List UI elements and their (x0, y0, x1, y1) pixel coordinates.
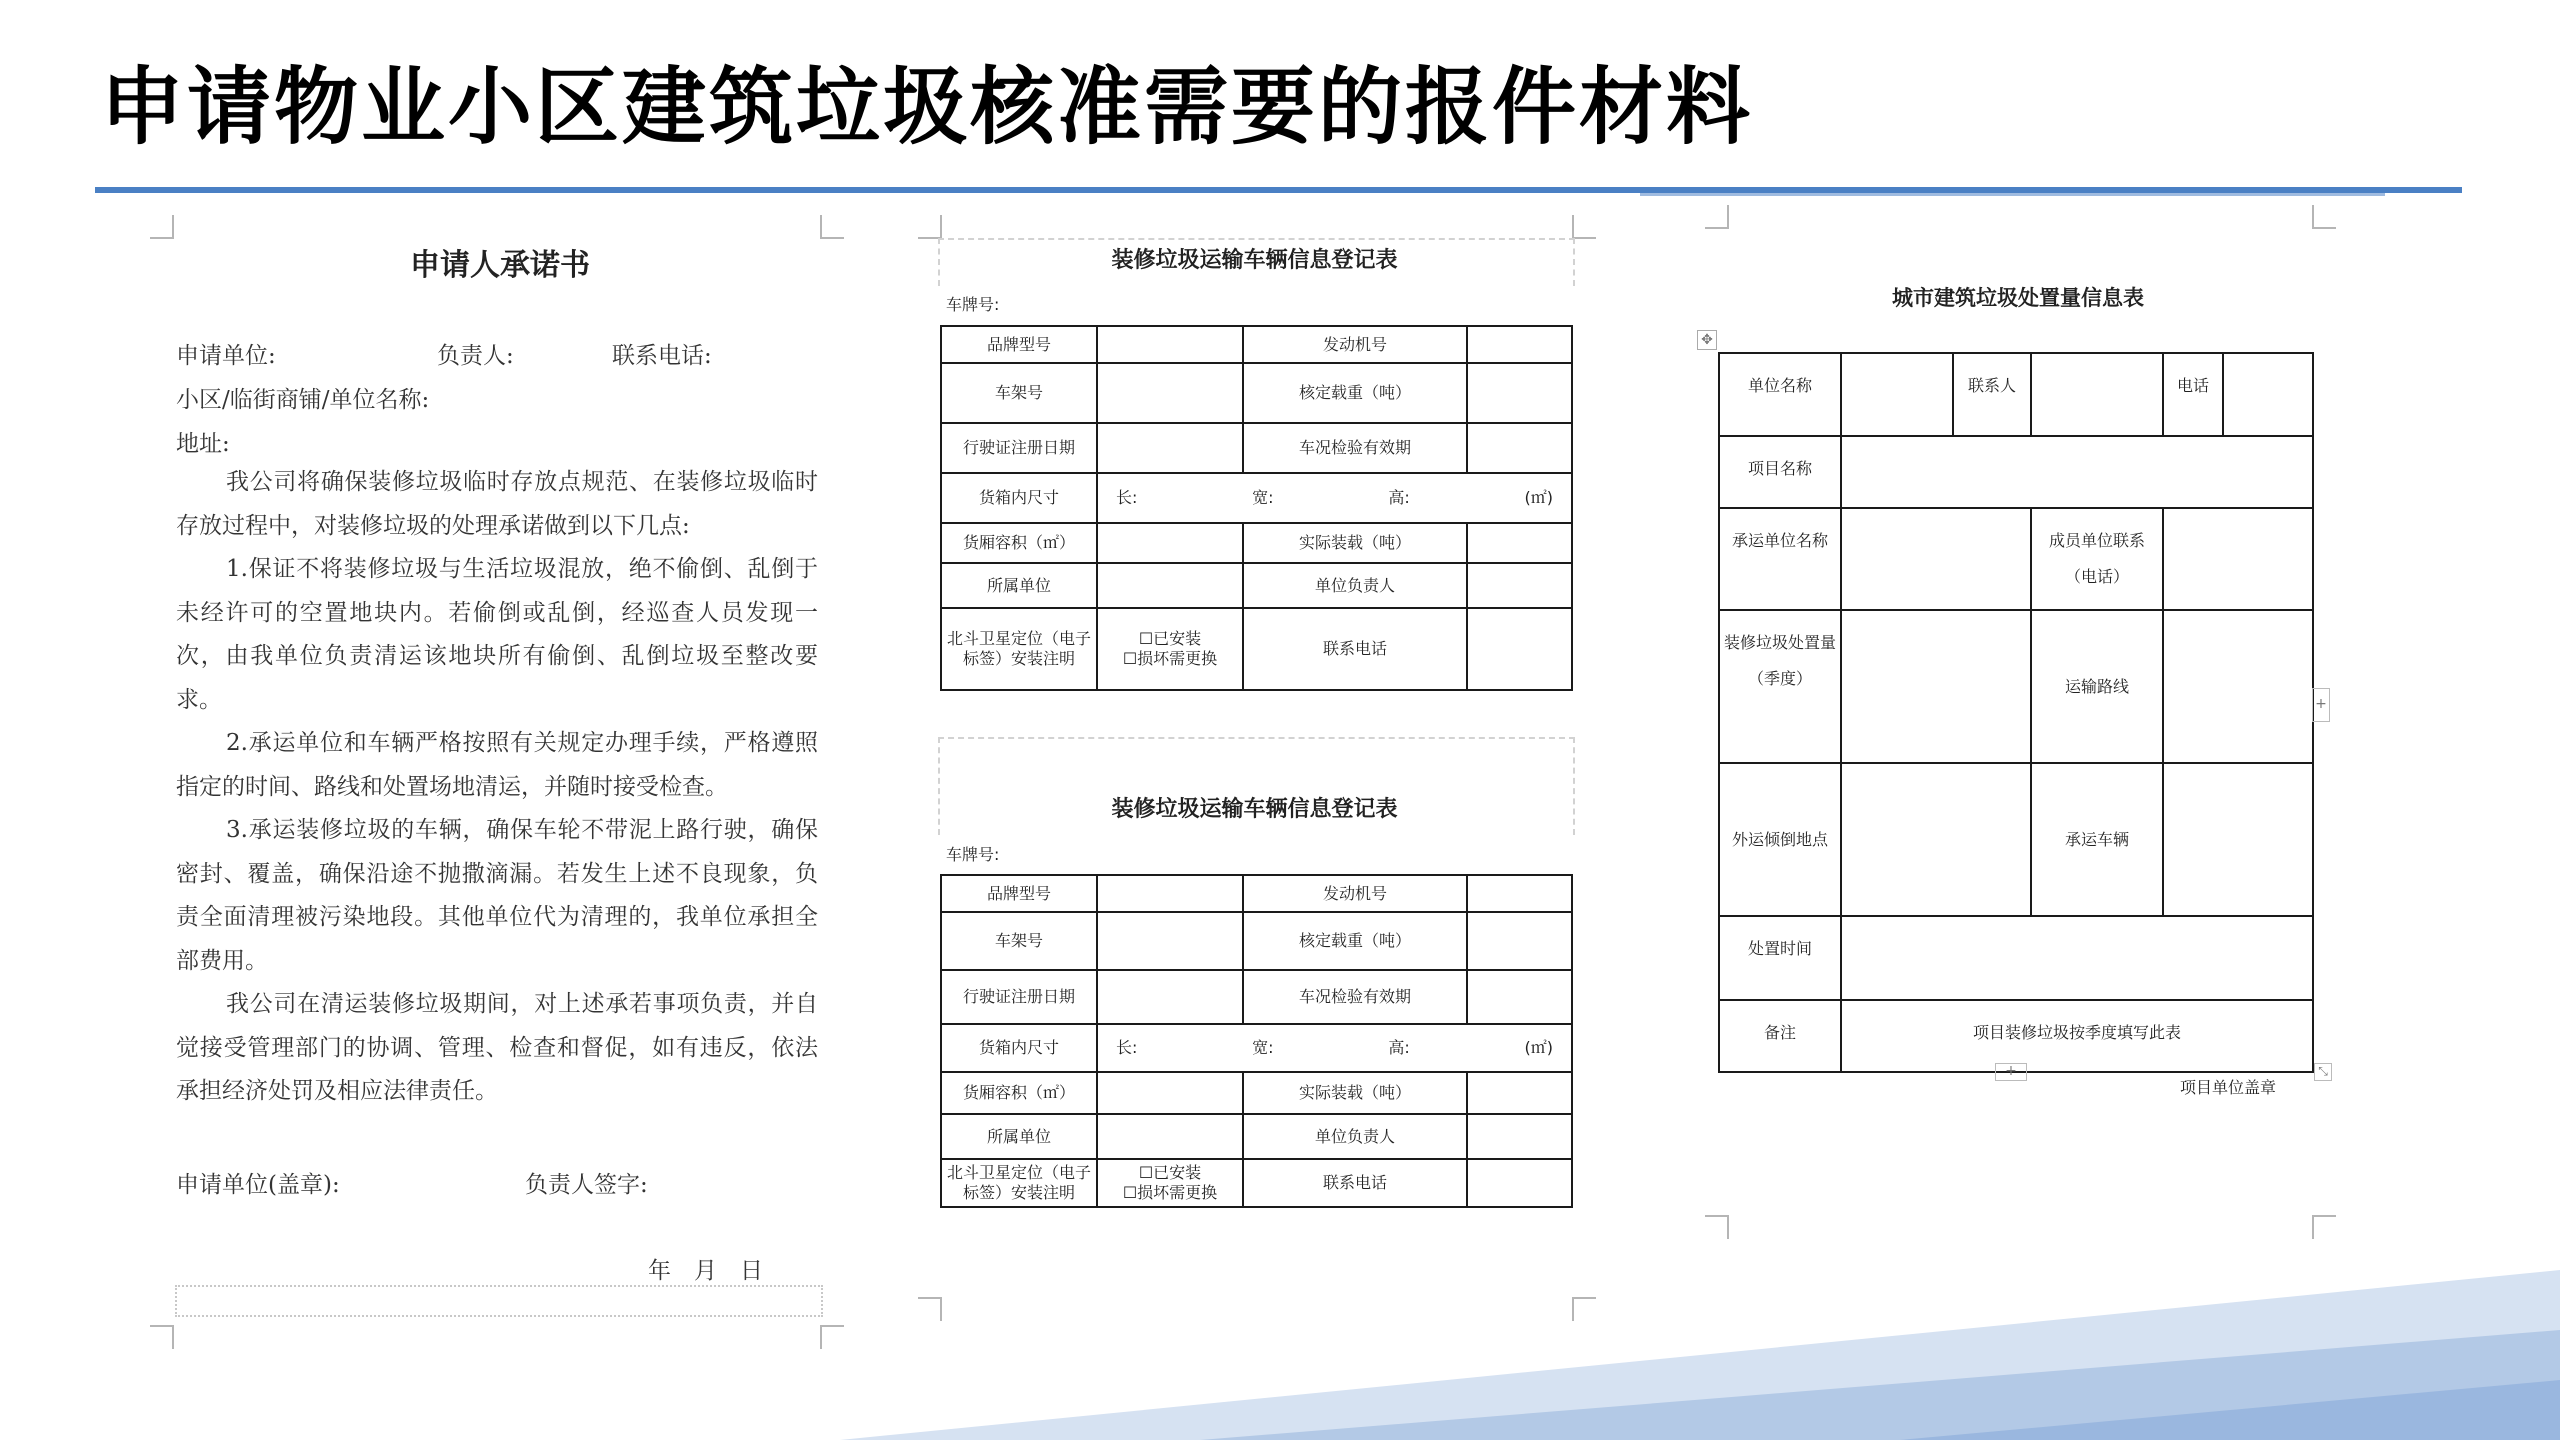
page-corner-mark (2312, 205, 2336, 229)
plate-label: 车牌号: (946, 845, 1000, 864)
unit-label: (㎡) (1524, 1038, 1553, 1057)
actual-load-label: 实际装载（吨） (1243, 1072, 1467, 1114)
signature-label: 负责人签字: (525, 1172, 648, 1198)
form-cell[interactable] (1467, 1159, 1572, 1207)
height-label: 高: (1388, 488, 1410, 507)
license-date-label: 行驶证注册日期 (941, 970, 1097, 1024)
form-cell[interactable] (1467, 875, 1572, 912)
license-date-label: 行驶证注册日期 (941, 423, 1097, 473)
box-size-cell[interactable] (1097, 1024, 1572, 1072)
frame-no-label: 车架号 (941, 363, 1097, 423)
carrier-vehicle-label: 承运车辆 (2031, 763, 2163, 916)
form-cell[interactable] (1467, 1072, 1572, 1114)
owner-unit-label: 所属单位 (941, 1114, 1097, 1159)
vehicle-form-table (940, 874, 1573, 1208)
dump-site-label: 外运倾倒地点 (1719, 763, 1841, 916)
carrier-contact-label: 成员单位联系（电话） (2031, 508, 2163, 610)
form-cell[interactable] (2163, 610, 2313, 763)
remark-text: 项目装修垃圾按季度填写此表 (1841, 1000, 2313, 1072)
unit-name-label: 单位名称 (1719, 353, 1841, 436)
form-cell[interactable] (1841, 763, 2031, 916)
add-row-button[interactable]: + (1995, 1063, 2027, 1081)
form-cell[interactable] (2223, 353, 2313, 436)
address-label: 地址: (176, 431, 230, 457)
form-cell[interactable] (1841, 508, 2031, 610)
form-cell[interactable] (1097, 1114, 1243, 1159)
commitment-paragraph: 3.承运装修垃圾的车辆，确保车轮不带泥上路行驶，确保密封、覆盖，确保沿途不抛撒滴漏。若发生上述不良现象，负责全面清理被污染地段。其他单位代为清理的，我单位承担全部费用。 (176, 817, 818, 974)
form-cell[interactable] (2031, 353, 2163, 436)
owner-unit-label: 所属单位 (941, 563, 1097, 608)
form-cell[interactable] (1841, 436, 2313, 508)
form-cell[interactable] (1467, 1114, 1572, 1159)
width-label: 宽: (1252, 1038, 1274, 1057)
form-cell[interactable] (1097, 970, 1243, 1024)
contact-phone-label: 联系电话 (1243, 1159, 1467, 1207)
phone-label: 联系电话: (612, 343, 712, 369)
form-cell[interactable] (1841, 916, 2313, 1000)
community-name-label: 小区/临街商铺/单位名称: (176, 387, 430, 413)
form-cell[interactable] (1467, 912, 1572, 970)
form-cell[interactable] (1097, 423, 1243, 473)
box-size-label: 货箱内尺寸 (941, 1024, 1097, 1072)
form-cell[interactable] (1097, 912, 1243, 970)
page-corner-mark (918, 215, 942, 239)
height-label: 高: (1388, 1038, 1410, 1057)
applicant-unit-label: 申请单位: (176, 343, 276, 369)
form-cell[interactable] (2163, 763, 2313, 916)
disposal-form-table (1718, 352, 2314, 1073)
length-label: 长: (1116, 488, 1138, 507)
page-corner-mark (820, 215, 844, 239)
form-cell[interactable] (1841, 353, 1953, 436)
commitment-paragraph: 我公司将确保装修垃圾临时存放点规范、在装修垃圾临时存放过程中，对装修垃圾的处理承诺做到以下几点: (176, 469, 818, 539)
disposal-time-label: 处置时间 (1719, 916, 1841, 1000)
install-status-cell[interactable] (1097, 1159, 1243, 1207)
phone-label: 电话 (2163, 353, 2223, 436)
contact-label: 联系人 (1953, 353, 2031, 436)
remark-label: 备注 (1719, 1000, 1841, 1072)
form-cell[interactable] (1097, 1072, 1243, 1114)
commitment-paragraph: 我公司在清运装修垃圾期间，对上述承若事项负责，并自觉接受管理部门的协调、管理、检查和督促，如有违反，依法承担经济处罚及相应法律责任。 (176, 991, 818, 1104)
decorative-wave (0, 1230, 2560, 1440)
slide-title: 申请物业小区建筑垃圾核准需要的报件材料 (100, 58, 1754, 156)
title-underline-accent (1640, 193, 2385, 196)
box-size-cell[interactable] (1097, 473, 1572, 523)
table-move-handle[interactable]: ✥ (1697, 330, 1717, 350)
unit-label: (㎡) (1524, 488, 1553, 507)
frame-no-label: 车架号 (941, 912, 1097, 970)
commitment-paragraph: 1.保证不将装修垃圾与生活垃圾混放，绝不偷倒、乱倒于未经许可的空置地块内。若偷倒或乱倒，经巡查人员发现一次，由我单位负责清运该地块所有偷倒、乱倒垃圾至整改要求。 (176, 556, 818, 713)
rated-load-label: 核定载重（吨） (1243, 912, 1467, 970)
vehicle-form-title: 装修垃圾运输车辆信息登记表 (1111, 248, 1398, 273)
installed-checkbox[interactable]: ☐已安装 (1138, 629, 1202, 648)
project-name-label: 项目名称 (1719, 436, 1841, 508)
plate-label: 车牌号: (946, 295, 1000, 314)
disposal-form-title: 城市建筑垃圾处置量信息表 (1892, 286, 2144, 310)
install-status-cell[interactable] (1097, 608, 1243, 690)
form-cell[interactable] (1097, 523, 1243, 563)
form-cell[interactable] (1841, 610, 2031, 763)
carrier-name-label: 承运单位名称 (1719, 508, 1841, 610)
rated-load-label: 核定载重（吨） (1243, 363, 1467, 423)
vehicle-form-title: 装修垃圾运输车辆信息登记表 (1111, 797, 1398, 822)
table-resize-handle[interactable]: ⤡ (2314, 1063, 2332, 1081)
width-label: 宽: (1252, 488, 1274, 507)
form-cell[interactable] (1097, 326, 1243, 363)
installed-checkbox[interactable]: ☐已安装 (1138, 1163, 1202, 1182)
brand-model-label: 品牌型号 (941, 875, 1097, 912)
form-cell[interactable] (1467, 326, 1572, 363)
seal-label: 申请单位(盖章): (176, 1172, 340, 1198)
damaged-checkbox[interactable]: ☐损坏需更换 (1122, 1183, 1218, 1202)
engine-no-label: 发动机号 (1243, 326, 1467, 363)
responsible-label: 负责人: (437, 343, 514, 369)
date-label: 年 月 日 (648, 1258, 763, 1284)
commitment-title: 申请人承诺书 (410, 248, 590, 283)
length-label: 长: (1116, 1038, 1138, 1057)
form-cell[interactable] (2163, 508, 2313, 610)
contact-phone-label: 联系电话 (1243, 608, 1467, 690)
page-corner-mark (1705, 205, 1729, 229)
commitment-paragraph: 2.承运单位和车辆严格按照有关规定办理手续，严格遵照指定的时间、路线和处置场地清运，并随时接受检查。 (176, 730, 818, 800)
unit-principal-label: 单位负责人 (1243, 1114, 1467, 1159)
form-cell[interactable] (1097, 563, 1243, 608)
form-cell[interactable] (1467, 523, 1572, 563)
inspection-valid-label: 车况检验有效期 (1243, 970, 1467, 1024)
engine-no-label: 发动机号 (1243, 875, 1467, 912)
form-cell[interactable] (1467, 563, 1572, 608)
box-volume-label: 货厢容积（㎡） (941, 523, 1097, 563)
damaged-checkbox[interactable]: ☐损坏需更换 (1122, 649, 1218, 668)
beidou-label: 北斗卫星定位（电子标签）安装注明 (941, 608, 1097, 690)
form-cell[interactable] (1467, 970, 1572, 1024)
inspection-valid-label: 车况检验有效期 (1243, 423, 1467, 473)
vehicle-form-table (940, 325, 1573, 691)
page-corner-mark (150, 215, 174, 239)
form-cell[interactable] (1467, 608, 1572, 690)
form-cell[interactable] (1097, 875, 1243, 912)
unit-principal-label: 单位负责人 (1243, 563, 1467, 608)
box-volume-label: 货厢容积（㎡） (941, 1072, 1097, 1114)
form-cell[interactable] (1097, 363, 1243, 423)
form-cell[interactable] (1467, 423, 1572, 473)
disposal-amount-label: 装修垃圾处置量（季度） (1719, 610, 1841, 763)
add-column-button[interactable]: + (2312, 688, 2330, 722)
seal-note: 项目单位盖章 (2180, 1078, 2277, 1097)
form-cell[interactable] (1467, 363, 1572, 423)
transport-route-label: 运输路线 (2031, 610, 2163, 763)
beidou-label: 北斗卫星定位（电子标签）安装注明 (941, 1159, 1097, 1207)
box-size-label: 货箱内尺寸 (941, 473, 1097, 523)
page-corner-mark (1572, 215, 1596, 239)
brand-model-label: 品牌型号 (941, 326, 1097, 363)
actual-load-label: 实际装载（吨） (1243, 523, 1467, 563)
